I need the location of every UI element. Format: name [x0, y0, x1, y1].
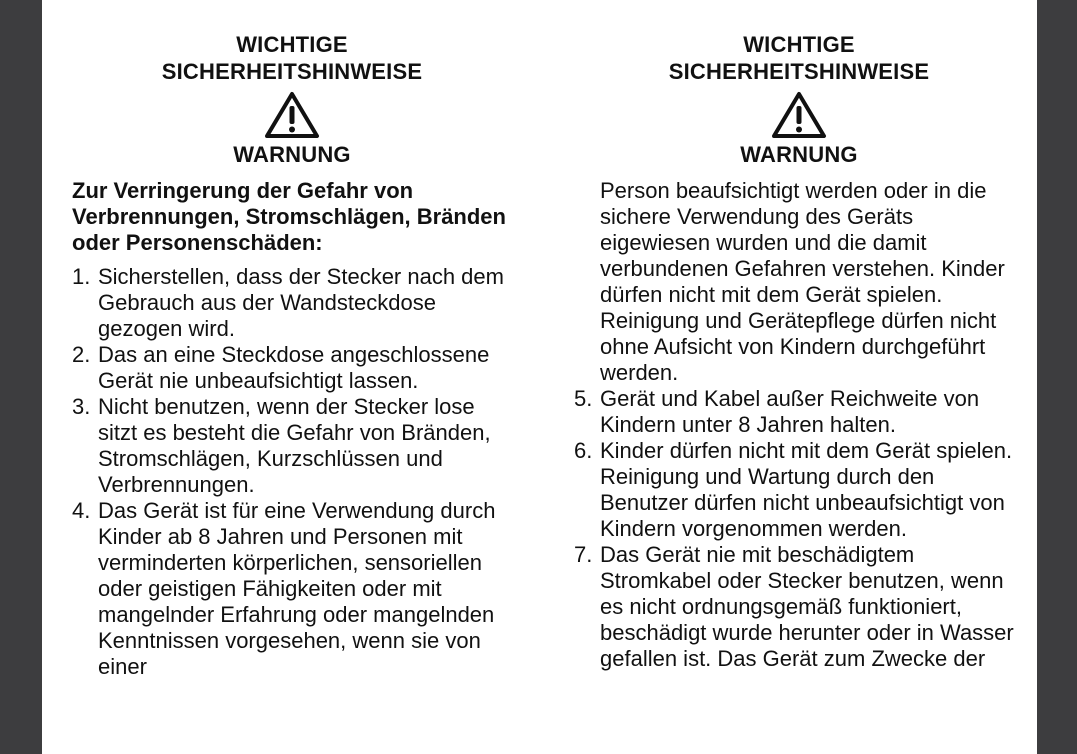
list-item-number: 2.: [72, 342, 91, 367]
list-item-number: 3.: [72, 394, 91, 419]
list-item-text: Gerät und Kabel außer Reichweite von Kindern unter 8 Jahren halten.: [600, 386, 980, 437]
right-title: [574, 31, 1024, 85]
right-title-line2: SICHERHEITSHINWEISE: [668, 59, 930, 84]
list-item-number: 7.: [574, 542, 593, 567]
list-item-text: Kinder dürfen nicht mit dem Gerät spielen. Reinigung und Wartung durch den Benutzer dürfen nicht unbeaufsichtigt von Kindern vorgenommen werden.: [600, 438, 1013, 541]
list-item-text: Das Gerät ist für eine Verwendung durch Kinder ab 8 Jahren und Personen mit verminderten körperlichen, sensoriellen oder geistigen Fähigkeiten oder mit mangelnder Erfahrung oder mangelnden Kenntnissen vorgesehen, wenn sie von einer: [98, 498, 496, 679]
right-list: [574, 386, 1024, 672]
left-warning-label: WARNUNG: [233, 142, 351, 167]
left-title-line1: WICHTIGE: [236, 32, 348, 57]
list-item-number: 5.: [574, 386, 593, 411]
left-intro: Zur Verringerung der Gefahr von Verbrennungen, Stromschlägen, Bränden oder Personenschäden:: [72, 178, 506, 255]
list-item: [72, 498, 512, 680]
right-title-line1: WICHTIGE: [743, 32, 855, 57]
list-item: [574, 386, 1024, 438]
right-continuation-text: Person beaufsichtigt werden oder in die sichere Verwendung des Geräts eigewiesen wurden und die damit verbundenen Gefahren verstehen. Kinder dürfen nicht mit dem Gerät spielen. Reinigung und Gerätepflege dürfen nicht ohne Aufsicht von Kindern durchgeführt werden.: [600, 178, 1005, 385]
warning-triangle-icon: [264, 91, 320, 139]
left-title-line2: SICHERHEITSHINWEISE: [161, 59, 423, 84]
list-item: [574, 542, 1024, 672]
list-item-text: Sicherstellen, dass der Stecker nach dem Gebrauch aus der Wandsteckdose gezogen wird.: [98, 264, 504, 341]
right-column: [574, 0, 1024, 672]
list-item-text: Das Gerät nie mit beschädigtem Stromkabel oder Stecker benutzen, wenn es nicht ordnungsgemäß funktioniert, beschädigt wurde herunter oder in Wasser gefallen ist. Das Gerät zum Zwecke der: [600, 542, 1014, 671]
list-item-text: Das an eine Steckdose angeschlossene Gerät nie unbeaufsichtigt lassen.: [98, 342, 490, 393]
left-title: [72, 31, 512, 85]
list-item-number: 6.: [574, 438, 593, 463]
list-item: [72, 394, 512, 498]
right-warning-label: WARNUNG: [740, 142, 858, 167]
list-item: [72, 264, 512, 342]
list-item: [72, 342, 512, 394]
warning-triangle-icon: [771, 91, 827, 139]
left-column: [72, 0, 512, 680]
list-item-number: 4.: [72, 498, 91, 523]
list-item-text: Nicht benutzen, wenn der Stecker lose sitzt es besteht die Gefahr von Bränden, Stromschlägen, Kurzschlüssen und Verbrennungen.: [98, 394, 491, 497]
list-item: [574, 438, 1024, 542]
list-item-number: 1.: [72, 264, 91, 289]
left-list: [72, 264, 512, 680]
document-page: [42, 0, 1037, 754]
